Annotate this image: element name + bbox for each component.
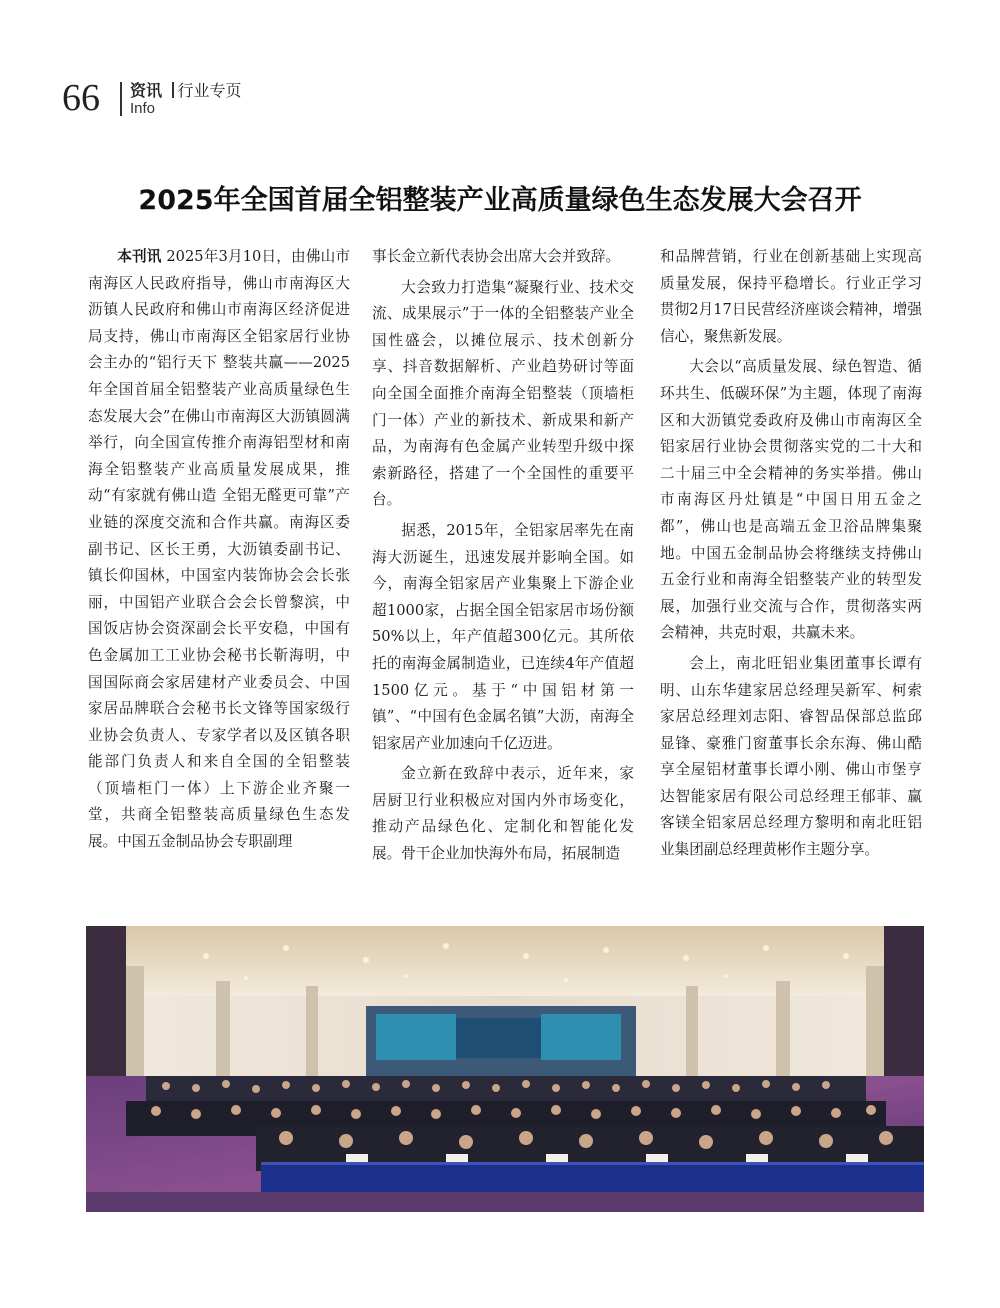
article-paragraph: 据悉，2015年，全铝家居率先在南海大沥诞生，迅速发展并影响全国。如今，南海全铝家居产业集聚上下游企业超1000家，占据全国全铝家居市场份额50%以上，年产值超300亿元。其所依托的南海金属制造业，已连续4年产值超1500亿元。基于“中国铝材第一镇”、“中国有色金属名镇”大沥，南海全铝家居产业加速向千亿迈进。 <box>372 521 634 752</box>
section-label-en: Info <box>130 100 156 117</box>
conference-photo <box>86 926 924 1212</box>
article-paragraph: 大会致力打造集“凝聚行业、技术交流、成果展示”于一体的全铝整装产业全国性盛会，以摊位展示、技术创新分享、抖音数据解析、产业趋势研讨等面向全国全面推介南海全铝整装（顶墙柜门一体）产业的新技术、新成果和新产品，为南海有色金属产业转型升级中探索新路径，搭建了一个全国性的重要平台。 <box>372 278 634 509</box>
subsection-divider <box>172 82 174 98</box>
paragraph-text: 2025年3月10日，由佛山市南海区人民政府指导，佛山市南海区大沥镇人民政府和佛山市南海区经济促进局支持，佛山市南海区全铝家居行业协会主办的“铝行天下 整装共赢——2025年全国首届全铝整装产业高质量绿色生态发展大会”在佛山市南海区大沥镇圆满举行，向全国宣传推介南海铝型材和南海全铝整装产业高质量发展成果，推动“有家就有佛山造 全铝无醛更可靠”产业链的深度交流和合作共赢。南海区委副书记、区长王勇，大沥镇委副书记、镇长仰国林，中国室内装饰协会会长张丽，中国铝产业联合会会长曾黎滨，中国饭店协会资深副会长平安稳，中国有色金属加工工业协会秘书长靳海明，中国国际商会家居建材产业委员会、中国家居品牌联合会秘书长文锋等国家级行业协会负责人、专家学者以及区镇各职能部门负责人和来自全国的全铝整装（顶墙柜门一体）上下游企业齐聚一堂，共商全铝整装高质量绿色生态发展。中国五金制品协会专职副理 <box>88 248 350 851</box>
carpet-foreground <box>86 1192 924 1212</box>
article-paragraph <box>88 244 350 856</box>
article-column-1 <box>88 244 350 856</box>
page-number: 66 <box>62 77 100 119</box>
header-divider <box>120 82 122 116</box>
front-table-cloth <box>261 1162 924 1192</box>
center-screen <box>456 1018 541 1058</box>
section-label: 资讯 <box>130 81 163 100</box>
article-paragraph: 和品牌营销，行业在创新基础上实现高质量发展，保持平稳增长。行业正学习贯彻2月17日民营经济座谈会精神，增强信心，聚焦新发展。 <box>660 248 922 345</box>
subsection-label <box>172 78 242 101</box>
hall-ceiling <box>86 926 924 996</box>
conference-photo-illustration <box>86 926 924 1212</box>
article-paragraph: 事长金立新代表协会出席大会并致辞。 <box>372 248 621 265</box>
lead-label: 本刊讯 <box>117 248 162 265</box>
article-title: 2025年全国首届全铝整装产业高质量绿色生态发展大会召开 <box>138 185 862 216</box>
article-paragraph: 大会以“高质量发展、绿色智造、循环共生、低碳环保”为主题，体现了南海区和大沥镇党委政府及佛山市南海区全铝家居行业协会贯彻落实党的二十大和二十届三中全会精神的务实举措。佛山市南海区丹灶镇是“中国日用五金之都”，佛山也是高端五金卫浴品牌集聚地。中国五金制品协会将继续支持佛山五金行业和南海全铝整装产业的转型发展，加强行业交流与合作，贯彻落实两会精神，共克时艰，共赢未来。 <box>660 358 922 642</box>
subsection-text: 行业专页 <box>177 81 242 100</box>
article-column-3 <box>660 244 922 864</box>
front-table-edge <box>261 1162 924 1165</box>
left-screen <box>376 1014 456 1060</box>
article-paragraph: 会上，南北旺铝业集团董事长谭有明、山东华建家居总经理吴新军、柯索家居总经理刘志阳、睿智品保部总监邱显锋、豪雅门窗董事长余东海、佛山酷享全屋铝材董事长谭小刚、佛山市堡亨达智能家居有限公司总经理王郁菲、赢客镁全铝家居总经理方黎明和南北旺铝业集团副总经理黄彬作主题分享。 <box>660 654 922 859</box>
article-paragraph: 金立新在致辞中表示，近年来，家居厨卫行业积极应对国内外市场变化，推动产品绿色化、定制化和智能化发展。骨干企业加快海外布局，拓展制造 <box>372 765 634 863</box>
article-column-2 <box>372 244 634 868</box>
right-screen <box>541 1014 621 1060</box>
